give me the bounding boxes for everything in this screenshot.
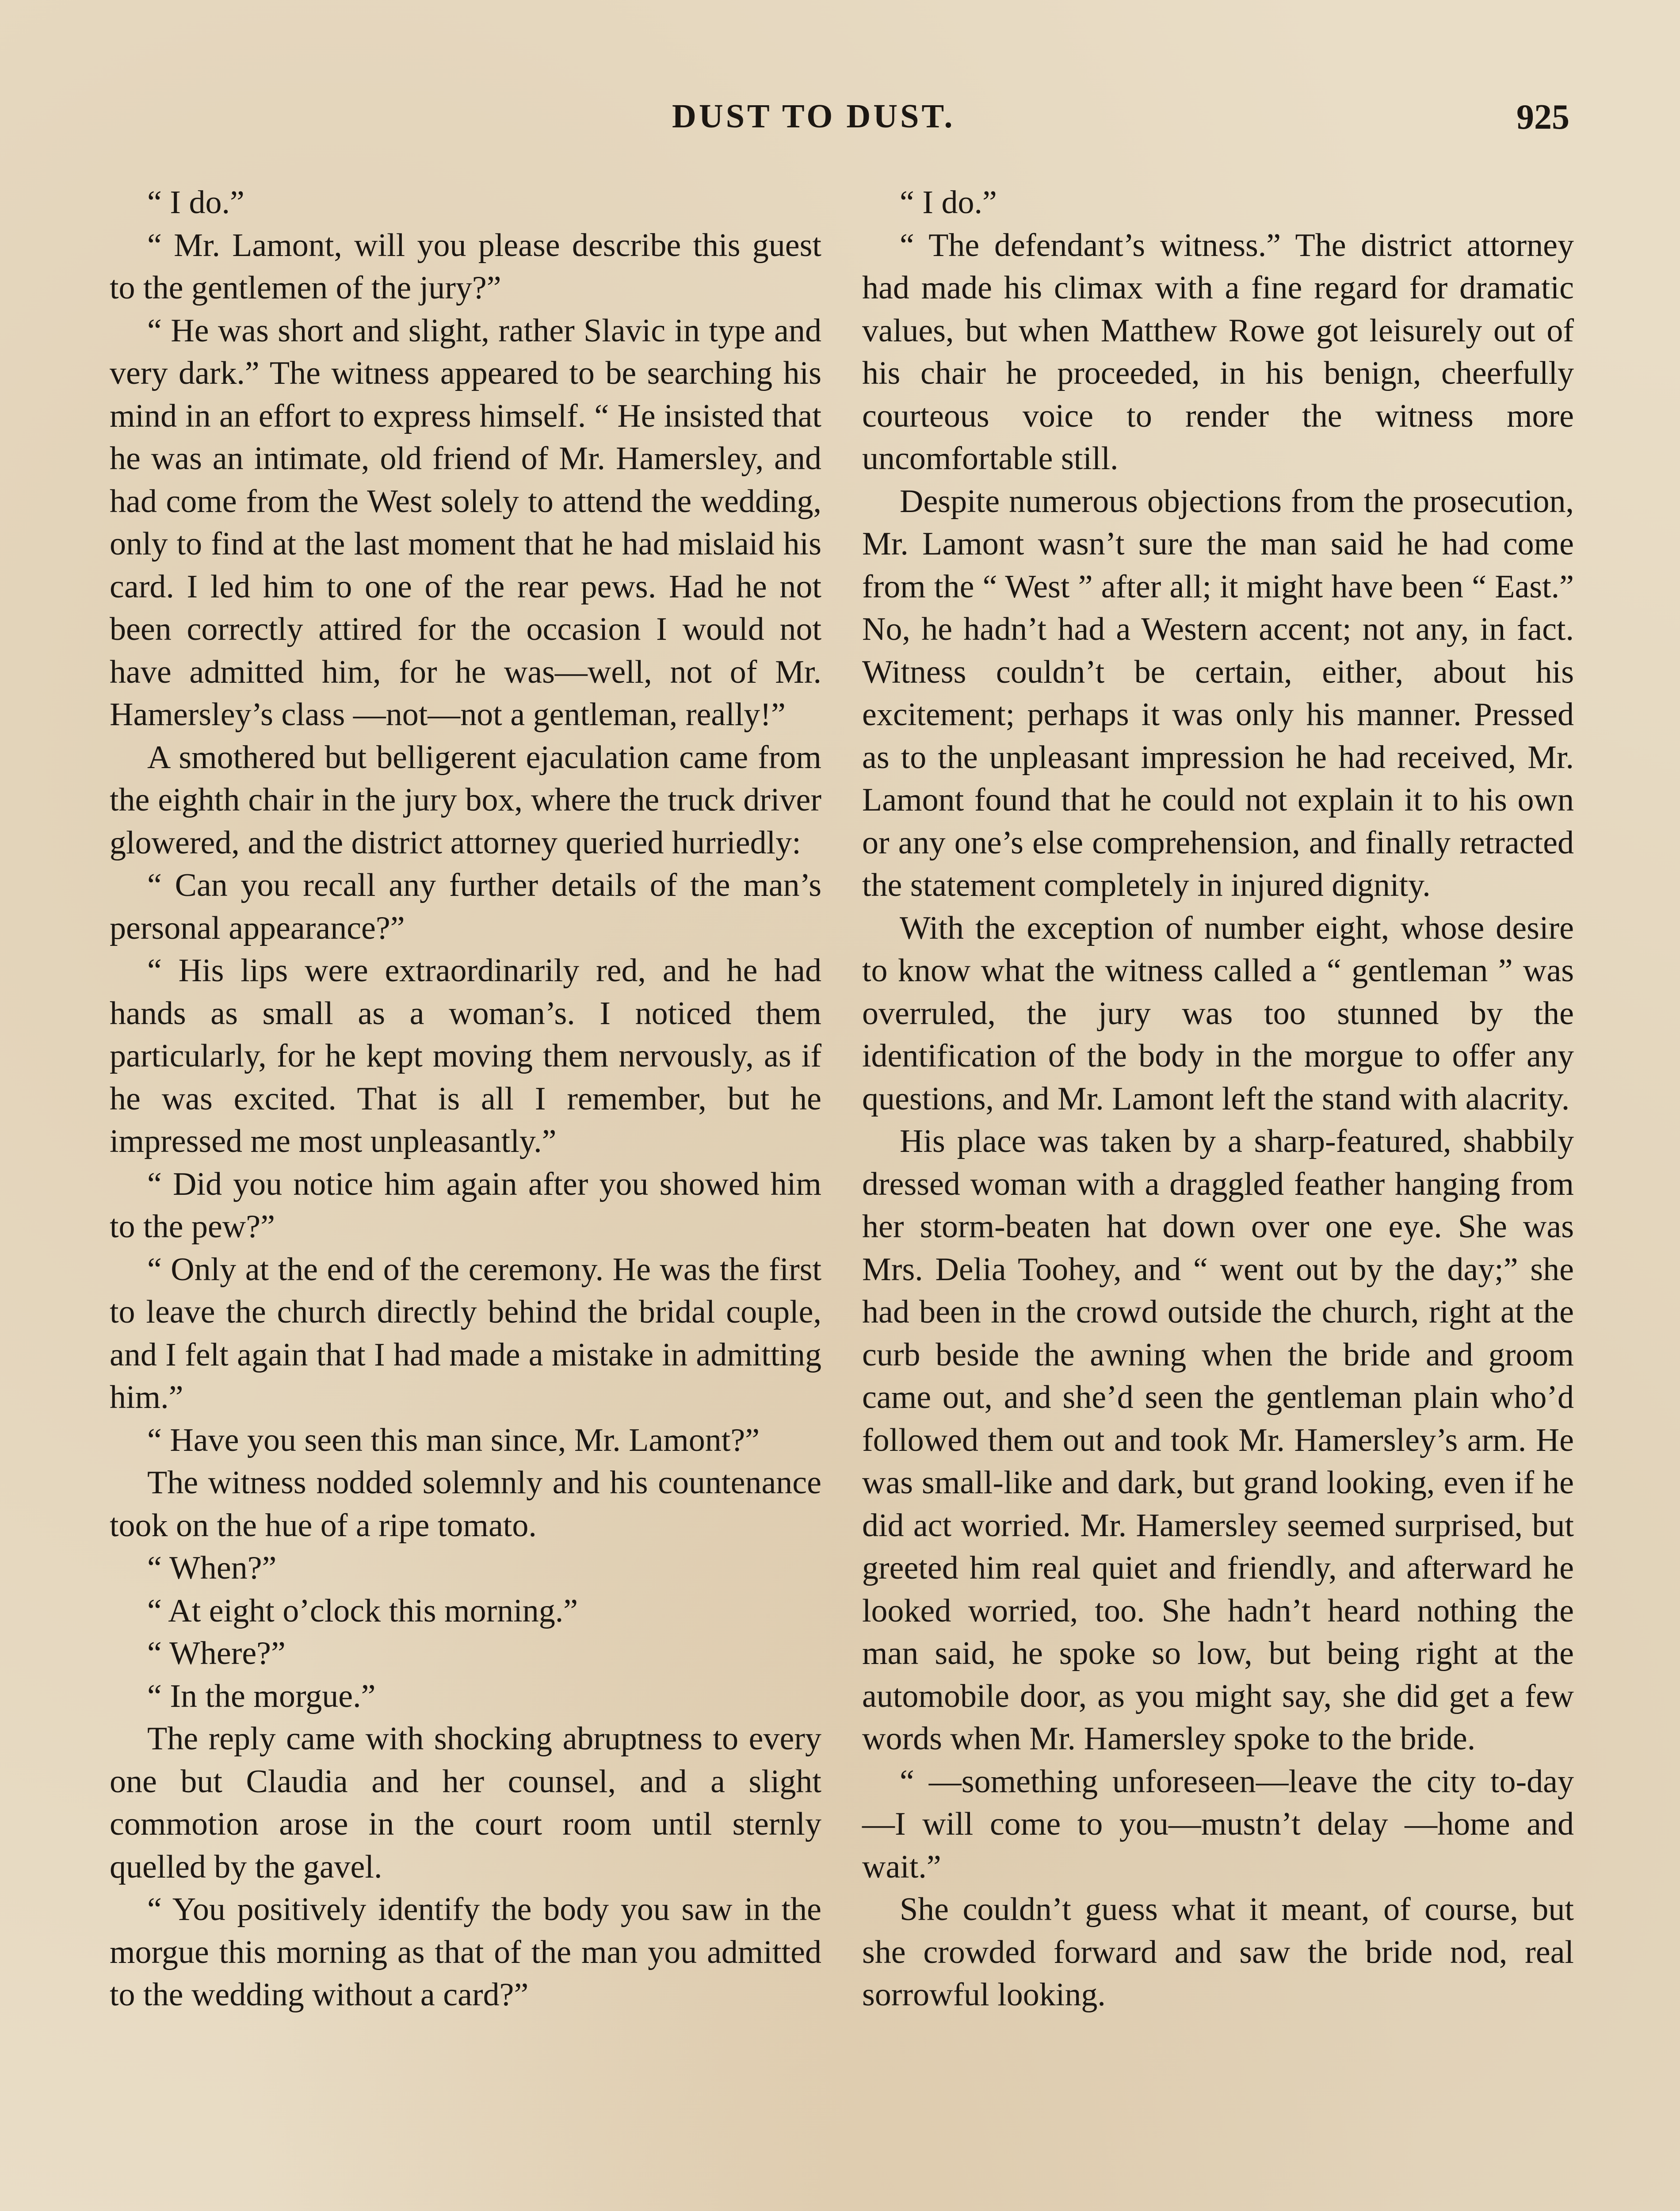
page-number: 925 bbox=[1516, 98, 1569, 137]
paragraph: “ Mr. Lamont, will you please describe this guest to the gentlemen of the jury?” bbox=[110, 227, 821, 306]
paragraph: She couldn’t guess what it meant, of course, but she crowded forward and saw the bride nod, real sorrowful looking. bbox=[862, 1891, 1574, 2013]
paragraph: “ He was short and slight, rather Slavic in type and very dark.” The witness appeared to be searching his mind in an effort to express himself. “ He insisted that he was an intimate, old friend of Mr. Hamersley, and had come from the West solely to attend the wedding, only to find at the last moment that he had mislaid his card. I led him to one of the rear pews. Had he not been correctly attired for the occasion I would not have admitted him, for he was—well, not of Mr. Hamersley’s class —not—not a gentleman, really!” bbox=[110, 312, 821, 733]
paragraph: “ I do.” bbox=[147, 184, 244, 221]
paragraph: “ I do.” bbox=[900, 184, 997, 221]
paragraph: “ Have you seen this man since, Mr. Lamont?” bbox=[147, 1422, 760, 1458]
paragraph: “ Only at the end of the ceremony. He was the first to leave the church directly behind the bridal couple, and I felt again that I had made a mistake in admitting him.” bbox=[110, 1251, 821, 1415]
paragraph: “ You positively identify the body you saw in the morgue this morning as that of the man you admitted to the wedding without a card?” bbox=[110, 1891, 821, 2013]
paragraph: “ Did you notice him again after you showed him to the pew?” bbox=[110, 1166, 821, 1245]
paragraph: “ When?” bbox=[147, 1550, 277, 1586]
page-header bbox=[111, 97, 1569, 150]
left-column bbox=[110, 181, 821, 2016]
paragraph: A smothered but belligerent ejaculation came from the eighth chair in the jury box, where the truck driver glowered, and the district attorney queried hurriedly: bbox=[110, 739, 821, 861]
right-column bbox=[862, 181, 1574, 2016]
running-title: DUST TO DUST. bbox=[672, 98, 955, 135]
paragraph: Despite numerous objections from the prosecution, Mr. Lamont wasn’t sure the man said he had come from the “ West ” after all; it might have been “ East.” No, he hadn’t had a Western accent; not any, in fact. Witness couldn’t be certain, either, about his excitement; perhaps it was only his manner. Pressed as to the unpleasant impression he had received, Mr. Lamont found that he could not explain it to his own or any one’s else comprehension, and finally retracted the statement completely in injured dignity. bbox=[862, 483, 1574, 903]
paragraph: “ Where?” bbox=[147, 1635, 286, 1672]
paragraph: The witness nodded solemnly and his countenance took on the hue of a ripe tomato. bbox=[110, 1465, 821, 1544]
paragraph: “ In the morgue.” bbox=[147, 1678, 376, 1714]
paragraph: “ Can you recall any further details of the man’s personal appearance?” bbox=[110, 867, 821, 946]
paragraph: His place was taken by a sharp-featured, shabbily dressed woman with a draggled feather hanging from her storm-beaten hat down over one eye. She was Mrs. Delia Toohey, and “ went out by the day;” she had been in the crowd outside the church, right at the curb beside the awning when the bride and groom came out, and she’d seen the gentleman plain who’d followed them out and took Mr. Hamersley’s arm. He was small-like and dark, but grand looking, even if he did act worried. Mr. Hamersley seemed surprised, but greeted him real quiet and friendly, and afterward he looked worried, too. She hadn’t heard nothing the man said, he spoke so low, but being right at the automobile door, as you might say, she did get a few words when Mr. Hamersley spoke to the bride. bbox=[862, 1123, 1574, 1757]
paragraph: “ The defendant’s witness.” The district attorney had made his climax with a fine regard for dramatic values, but when Matthew Rowe got leisurely out of his chair he proceeded, in his benign, cheerfully courteous voice to render the witness more uncomfortable still. bbox=[862, 227, 1574, 477]
paragraph: “ His lips were extraordinarily red, and he had hands as small as a woman’s. I noticed them particularly, for he kept moving them nervously, as if he was excited. That is all I remember, but he impressed me most unpleasantly.” bbox=[110, 952, 821, 1159]
paragraph: The reply came with shocking abruptness to every one but Claudia and her counsel, and a slight commotion arose in the court room until sternly quelled by the gavel. bbox=[110, 1721, 821, 1885]
paragraph: With the exception of number eight, whose desire to know what the witness called a “ gentleman ” was overruled, the jury was too stunned by the identification of the body in the morgue to offer any questions, and Mr. Lamont left the stand with alacrity. bbox=[862, 910, 1574, 1117]
paragraph: “ —something unforeseen—leave the city to-day—I will come to you—mustn’t delay —home and wait.” bbox=[862, 1763, 1574, 1885]
paragraph: “ At eight o’clock this morning.” bbox=[147, 1592, 578, 1629]
